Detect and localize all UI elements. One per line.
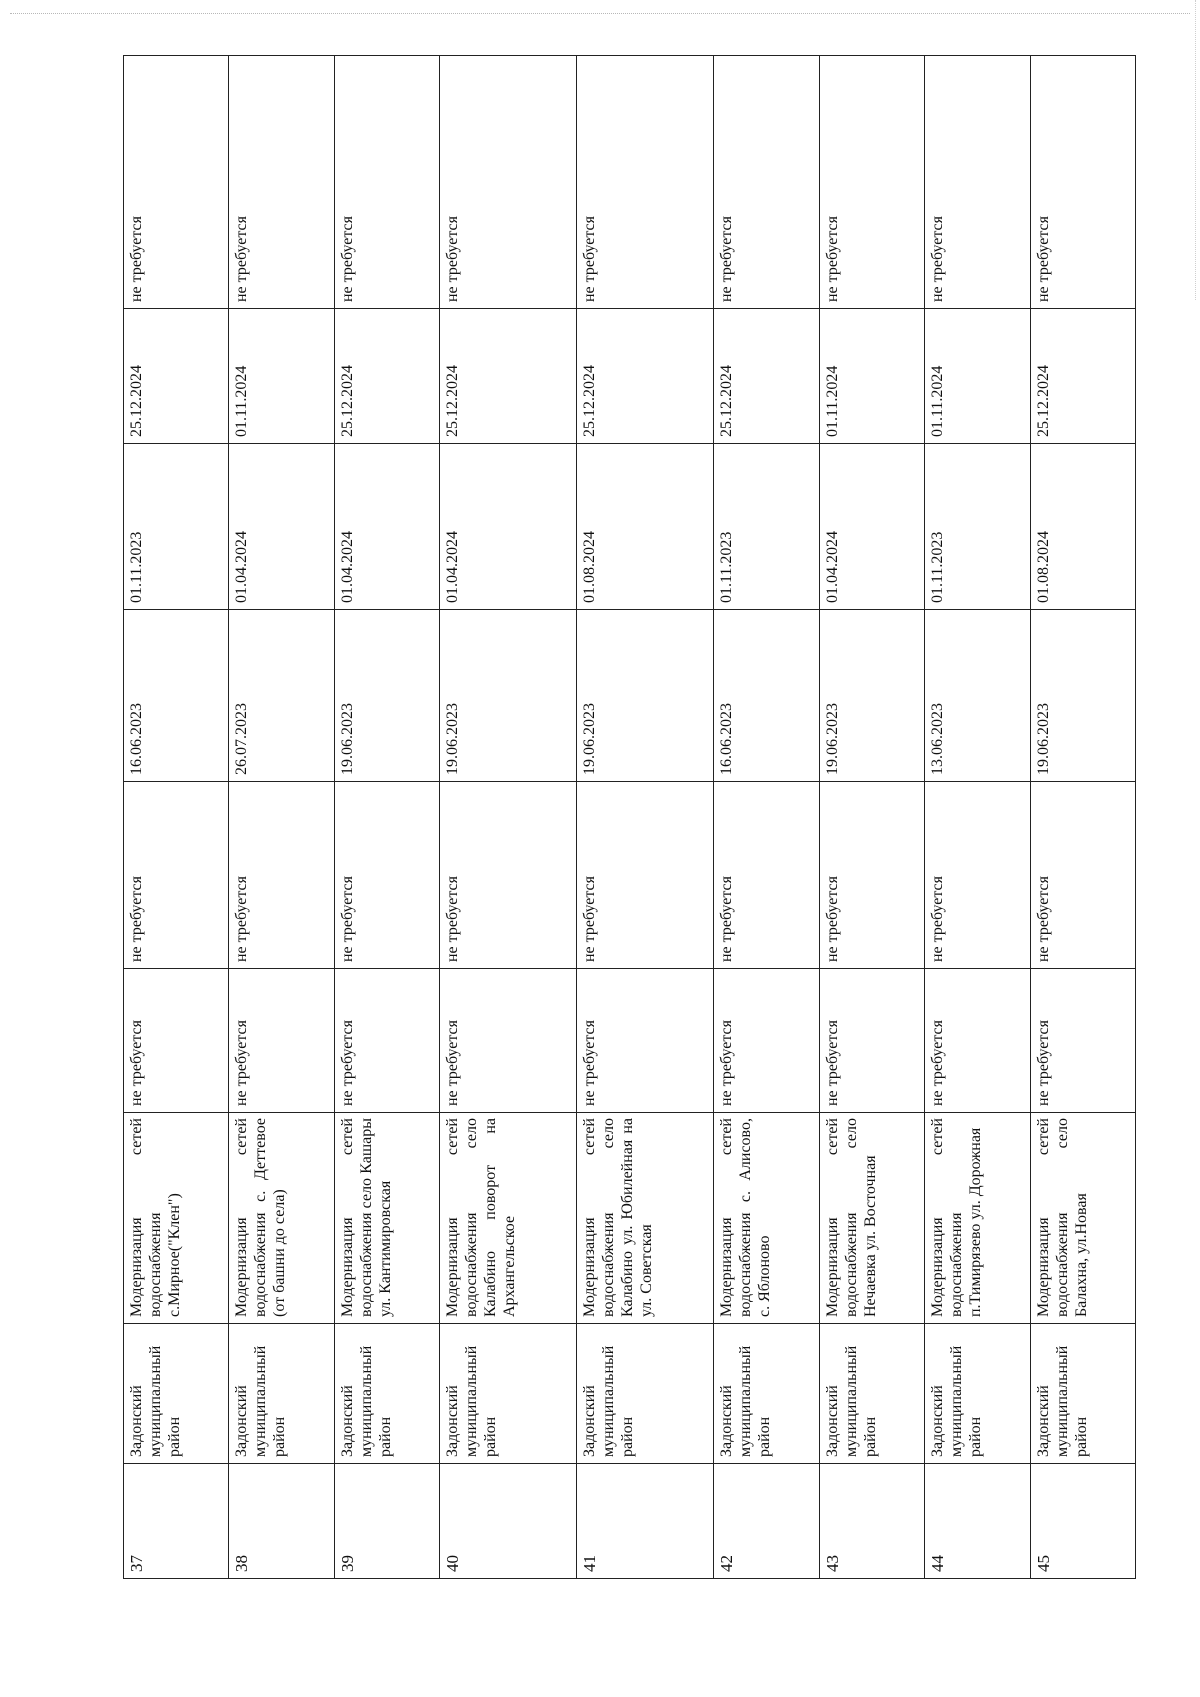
date-cell-3: 01.11.2024 — [925, 309, 1030, 444]
date-cell-2: 01.11.2023 — [714, 444, 819, 610]
table-row — [440, 56, 577, 1579]
district-cell: Задонский муниципальный район — [819, 1324, 924, 1464]
row-number-cell: 39 — [334, 1464, 439, 1579]
row-number-cell: 43 — [819, 1464, 924, 1579]
requirement-cell-1: не требуется — [229, 969, 334, 1113]
requirement-cell-2: не требуется — [1030, 782, 1135, 969]
row-number-cell: 37 — [124, 1464, 229, 1579]
rotated-table-container — [123, 56, 1136, 1579]
date-cell-2: 01.04.2024 — [819, 444, 924, 610]
requirement-cell-2: не требуется — [124, 782, 229, 969]
date-cell-2: 01.04.2024 — [334, 444, 439, 610]
row-number-cell: 42 — [714, 1464, 819, 1579]
date-cell-3: 01.11.2024 — [229, 309, 334, 444]
date-cell-1: 19.06.2023 — [334, 610, 439, 782]
row-number-cell: 41 — [577, 1464, 714, 1579]
table-row — [714, 56, 819, 1579]
requirement-cell-1: не требуется — [714, 969, 819, 1113]
row-number-cell: 38 — [229, 1464, 334, 1579]
date-cell-3: 25.12.2024 — [334, 309, 439, 444]
requirement-cell-2: не требуется — [925, 782, 1030, 969]
requirement-cell-3: не требуется — [577, 56, 714, 309]
requirement-cell-3: не требуется — [925, 56, 1030, 309]
date-cell-1: 16.06.2023 — [124, 610, 229, 782]
requirement-cell-1: не требуется — [819, 969, 924, 1113]
requirement-cell-3: не требуется — [1030, 56, 1135, 309]
requirement-cell-1: не требуется — [440, 969, 577, 1113]
date-cell-2: 01.08.2024 — [577, 444, 714, 610]
description-cell: Модернизация сетей водоснабжения село Кашары ул. Кантимировская — [334, 1113, 439, 1324]
requirement-cell-1: не требуется — [124, 969, 229, 1113]
document-page — [123, 56, 1136, 1579]
table-row — [1030, 56, 1135, 1579]
district-cell: Задонский муниципальный район — [714, 1324, 819, 1464]
requirement-cell-3: не требуется — [440, 56, 577, 309]
description-cell: Модернизация сетей водоснабжения село Калабино ул. Юбилейная на ул. Советская — [577, 1113, 714, 1324]
district-cell: Задонский муниципальный район — [334, 1324, 439, 1464]
date-cell-2: 01.11.2023 — [925, 444, 1030, 610]
description-cell: Модернизация сетей водоснабжения село Нечаевка ул. Восточная — [819, 1113, 924, 1324]
description-cell: Модернизация сетей водоснабжения село Калабино поворот на Архангельское — [440, 1113, 577, 1324]
district-cell: Задонский муниципальный район — [577, 1324, 714, 1464]
table-row — [577, 56, 714, 1579]
description-cell: Модернизация сетей водоснабжения с.Мирное("Клен") — [124, 1113, 229, 1324]
requirement-cell-2: не требуется — [229, 782, 334, 969]
date-cell-3: 25.12.2024 — [124, 309, 229, 444]
description-cell: Модернизация сетей водоснабжения п.Тимирязево ул. Дорожная — [925, 1113, 1030, 1324]
requirement-cell-3: не требуется — [229, 56, 334, 309]
table-row — [334, 56, 439, 1579]
date-cell-3: 25.12.2024 — [1030, 309, 1135, 444]
requirement-cell-3: не требуется — [334, 56, 439, 309]
date-cell-2: 01.08.2024 — [1030, 444, 1135, 610]
description-cell: Модернизация сетей водоснабжения с. Деттевое (от башни до села) — [229, 1113, 334, 1324]
requirement-cell-3: не требуется — [124, 56, 229, 309]
date-cell-1: 16.06.2023 — [714, 610, 819, 782]
date-cell-3: 25.12.2024 — [440, 309, 577, 444]
date-cell-1: 19.06.2023 — [440, 610, 577, 782]
requirement-cell-2: не требуется — [577, 782, 714, 969]
district-cell: Задонский муниципальный район — [124, 1324, 229, 1464]
scan-right-edge — [1195, 0, 1196, 300]
date-cell-1: 19.06.2023 — [819, 610, 924, 782]
requirement-cell-2: не требуется — [440, 782, 577, 969]
row-number-cell: 45 — [1030, 1464, 1135, 1579]
row-number-cell: 40 — [440, 1464, 577, 1579]
date-cell-2: 01.04.2024 — [229, 444, 334, 610]
requirement-cell-1: не требуется — [1030, 969, 1135, 1113]
date-cell-3: 25.12.2024 — [714, 309, 819, 444]
scan-top-edge — [10, 13, 1190, 14]
district-cell: Задонский муниципальный район — [440, 1324, 577, 1464]
date-cell-2: 01.04.2024 — [440, 444, 577, 610]
projects-table — [123, 55, 1136, 1579]
requirement-cell-1: не требуется — [925, 969, 1030, 1113]
district-cell: Задонский муниципальный район — [229, 1324, 334, 1464]
requirement-cell-1: не требуется — [334, 969, 439, 1113]
date-cell-2: 01.11.2023 — [124, 444, 229, 610]
table-row — [124, 56, 229, 1579]
table-row — [229, 56, 334, 1579]
date-cell-1: 26.07.2023 — [229, 610, 334, 782]
requirement-cell-2: не требуется — [714, 782, 819, 969]
description-cell: Модернизация сетей водоснабжения с. Алисово, с. Яблоново — [714, 1113, 819, 1324]
table-row — [925, 56, 1030, 1579]
description-cell: Модернизация сетей водоснабжения село Балахна, ул.Новая — [1030, 1113, 1135, 1324]
date-cell-1: 19.06.2023 — [577, 610, 714, 782]
district-cell: Задонский муниципальный район — [925, 1324, 1030, 1464]
requirement-cell-3: не требуется — [714, 56, 819, 309]
date-cell-1: 19.06.2023 — [1030, 610, 1135, 782]
row-number-cell: 44 — [925, 1464, 1030, 1579]
date-cell-1: 13.06.2023 — [925, 610, 1030, 782]
requirement-cell-3: не требуется — [819, 56, 924, 309]
date-cell-3: 25.12.2024 — [577, 309, 714, 444]
requirement-cell-2: не требуется — [819, 782, 924, 969]
date-cell-3: 01.11.2024 — [819, 309, 924, 444]
district-cell: Задонский муниципальный район — [1030, 1324, 1135, 1464]
requirement-cell-2: не требуется — [334, 782, 439, 969]
table-row — [819, 56, 924, 1579]
requirement-cell-1: не требуется — [577, 969, 714, 1113]
